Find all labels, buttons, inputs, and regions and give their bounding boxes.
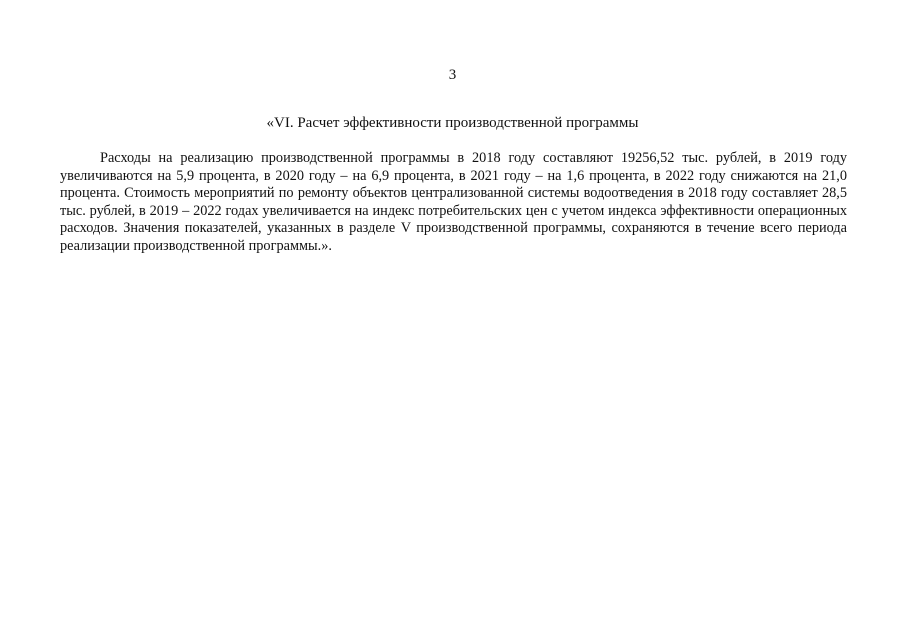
- body-paragraph: Расходы на реализацию производственной программы в 2018 году составляют 19256,52 тыс. рублей, в 2019 году увеличиваются на 5,9 процента, в 2020 году – на 6,9 процента, в 2021 году – на 1,6 процента, в 2022 году снижаются на 21,0 процента. Стоимость мероприятий по ремонту объектов централизованной системы водоотведения в 2018 году составляет 28,5 тыс. рублей, в 2019 – 2022 годах увеличивается на индекс потребительских цен с учетом индекса эффективности операционных расходов. Значения показателей, указанных в разделе V производственной программы, сохраняются в течение всего периода реализации производственной программы.».: [60, 150, 847, 254]
- section-title: «VI. Расчет эффективности производственной программы: [266, 115, 639, 131]
- page-number: 3: [448, 67, 457, 83]
